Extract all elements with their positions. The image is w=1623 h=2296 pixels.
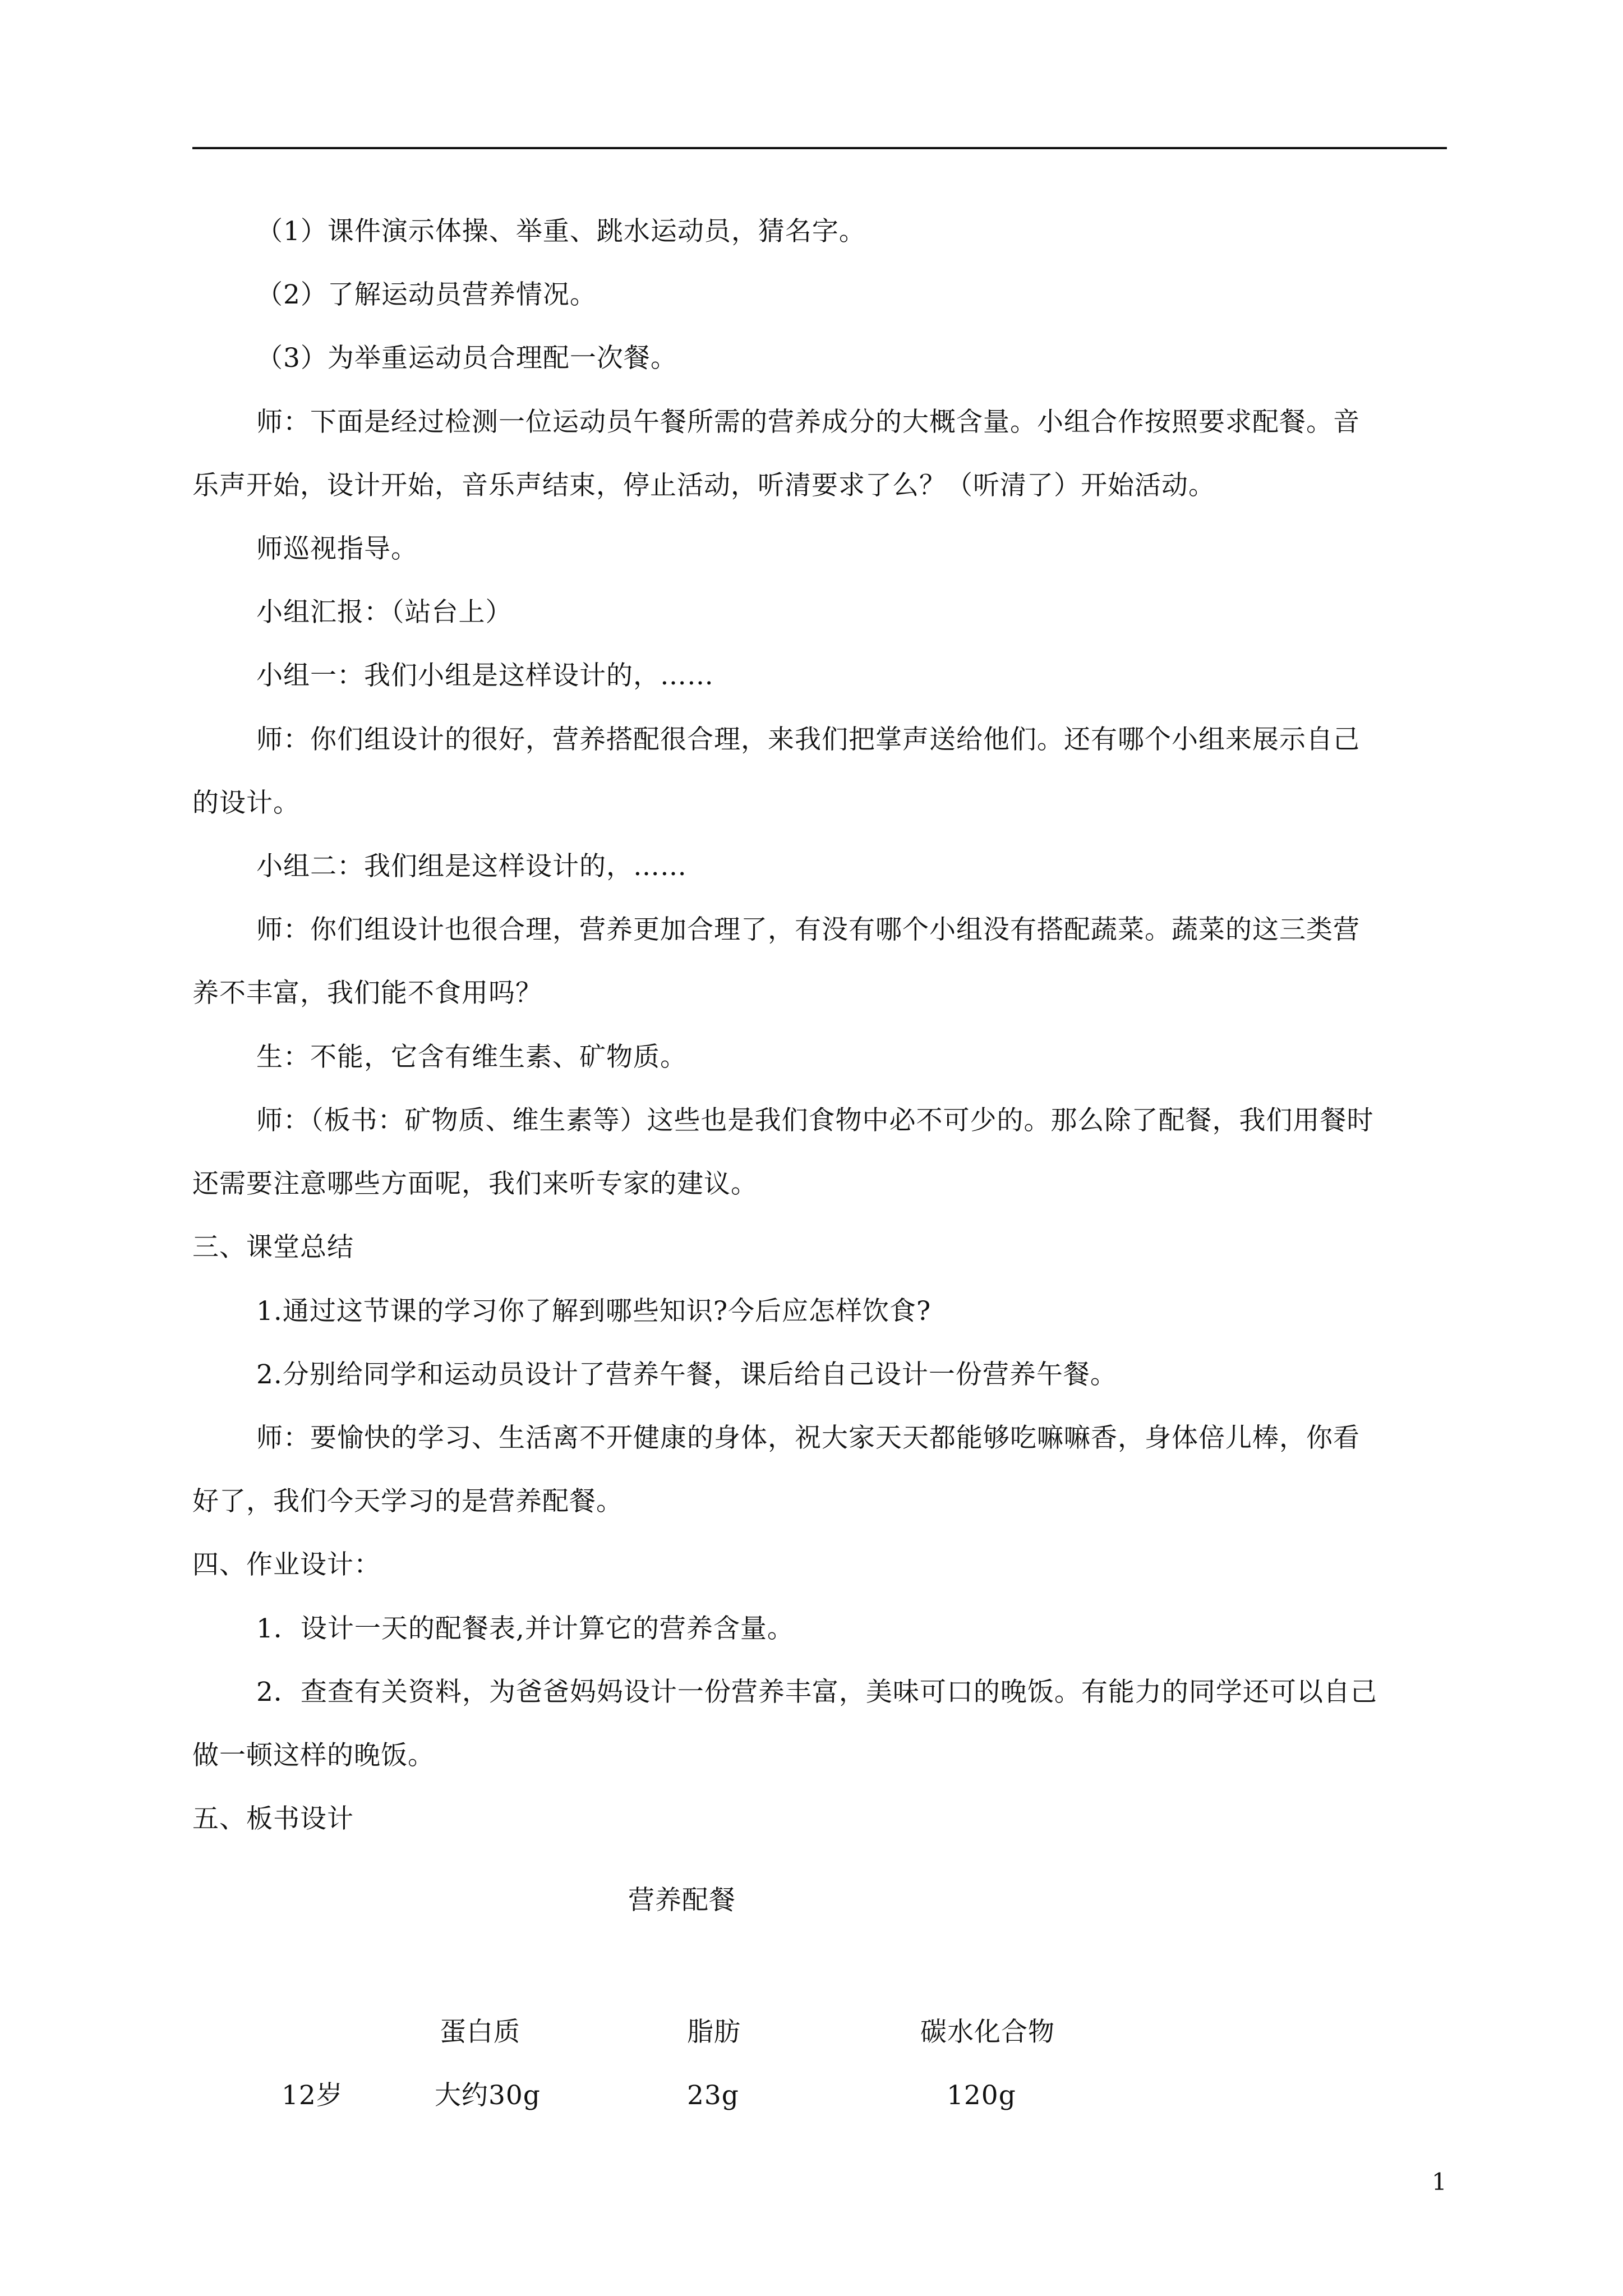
- section-heading: 三、课堂总结: [192, 1232, 354, 1263]
- board-value-carbohydrate: 120g: [947, 2080, 1016, 2111]
- page-number: 1: [1432, 2168, 1447, 2196]
- body-line: （1）课件演示体操、举重、跳水运动员，猜名字。: [256, 216, 866, 247]
- board-header-protein: 蛋白质: [440, 2017, 520, 2047]
- body-line: 师：要愉快的学习、生活离不开健康的身体，祝大家天天都能够吃嘛嘛香，身体倍儿棒，你看: [256, 1423, 1360, 1453]
- body-line: 小组一：我们小组是这样设计的，……: [256, 660, 714, 691]
- body-line: 2．查查有关资料，为爸爸妈妈设计一份营养丰富，美味可口的晚饭。有能力的同学还可以自己: [256, 1677, 1377, 1708]
- body-line: （3）为举重运动员合理配一次餐。: [256, 343, 677, 374]
- board-title: 营养配餐: [628, 1885, 736, 1916]
- body-line: 师：你们组设计的很好，营养搭配很合理，来我们把掌声送给他们。还有哪个小组来展示自己: [256, 724, 1360, 755]
- body-line: （2）了解运动员营养情况。: [256, 279, 597, 310]
- body-line: 还需要注意哪些方面呢，我们来听专家的建议。: [192, 1168, 758, 1199]
- body-line: 养不丰富，我们能不食用吗？: [192, 978, 542, 1009]
- board-value-fat: 23g: [687, 2080, 739, 2111]
- board-header-fat: 脂肪: [687, 2017, 741, 2047]
- section-heading: 四、作业设计：: [192, 1549, 381, 1580]
- board-row-label: 12岁: [282, 2080, 343, 2111]
- body-line: 小组二：我们组是这样设计的，……: [256, 851, 687, 882]
- board-value-protein: 大约30g: [435, 2080, 541, 2111]
- board-header-carbohydrate: 碳水化合物: [920, 2017, 1055, 2047]
- body-line: 的设计。: [192, 788, 300, 818]
- section-heading: 五、板书设计: [192, 1803, 354, 1834]
- body-line: 师：你们组设计也很合理，营养更加合理了，有没有哪个小组没有搭配蔬菜。蔬菜的这三类营: [256, 914, 1360, 945]
- body-line: 师：下面是经过检测一位运动员午餐所需的营养成分的大概含量。小组合作按照要求配餐。音: [256, 407, 1360, 438]
- body-line: 1．设计一天的配餐表,并计算它的营养含量。: [256, 1613, 794, 1644]
- body-line: 师巡视指导。: [256, 533, 418, 564]
- body-line: 2.分别给同学和运动员设计了营养午餐，课后给自己设计一份营养午餐。: [256, 1359, 1117, 1390]
- body-line: 1.通过这节课的学习你了解到哪些知识?今后应怎样饮食?: [256, 1296, 932, 1327]
- header-rule: [192, 147, 1447, 149]
- body-line: 好了，我们今天学习的是营养配餐。: [192, 1486, 623, 1517]
- body-line: 乐声开始，设计开始，音乐声结束，停止活动，听清要求了么？（听清了）开始活动。: [192, 470, 1215, 501]
- body-line: 做一顿这样的晚饭。: [192, 1740, 435, 1771]
- body-line: 师：（板书：矿物质、维生素等）这些也是我们食物中必不可少的。那么除了配餐，我们用餐时: [256, 1105, 1374, 1136]
- body-line: 小组汇报：（站台上）: [256, 597, 513, 628]
- body-line: 生：不能，它含有维生素、矿物质。: [256, 1042, 687, 1073]
